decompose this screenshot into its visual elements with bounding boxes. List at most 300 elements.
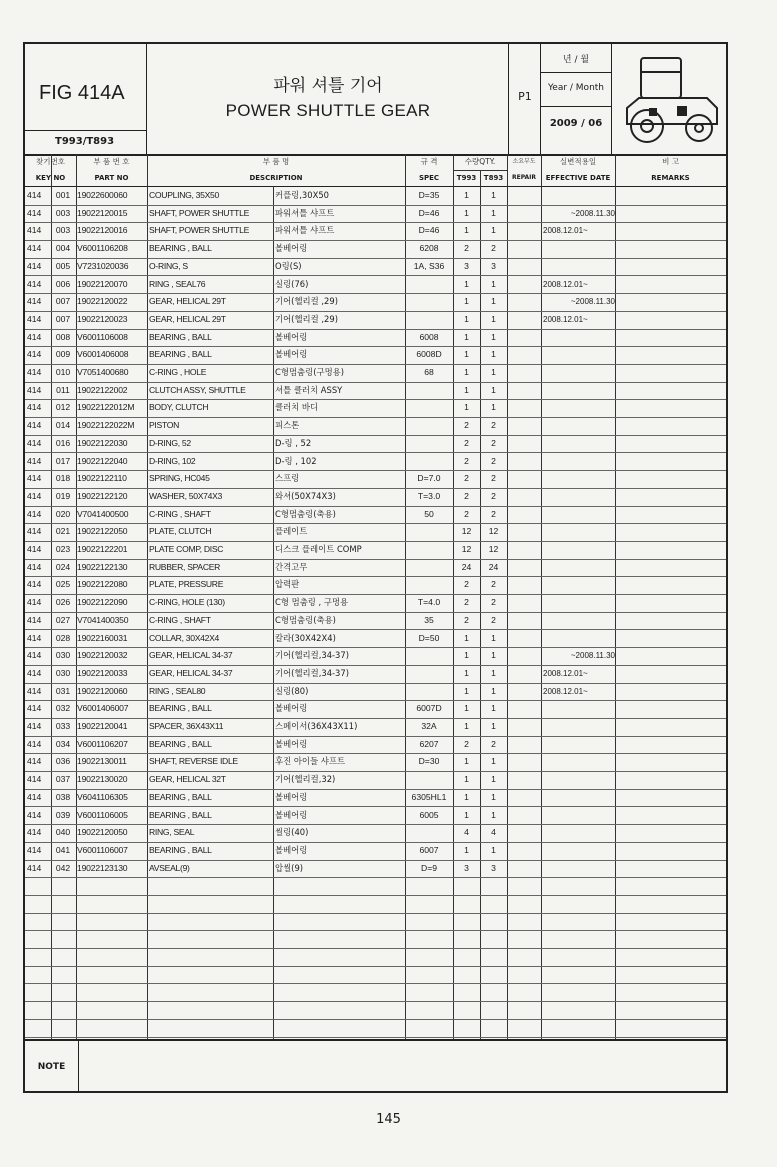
cell-k2: 028 xyxy=(55,632,71,643)
table-row xyxy=(25,506,726,525)
cell-k1: 414 xyxy=(27,685,42,696)
cell-k2: 007 xyxy=(55,313,71,324)
cell-k1: 414 xyxy=(27,827,42,838)
cell-part: 19022120016 xyxy=(77,225,128,236)
cell-q1: 2 xyxy=(464,420,469,431)
table-row xyxy=(25,276,726,295)
cell-q1: 1 xyxy=(464,402,469,413)
cell-ko: 칼라(30X42X4) xyxy=(275,632,336,643)
page-label: P1 xyxy=(518,90,532,103)
cell-part: V6001106005 xyxy=(77,809,128,820)
cell-k2: 020 xyxy=(55,508,71,519)
table-row xyxy=(25,258,726,277)
cell-part: V6001106207 xyxy=(77,738,128,749)
cell-k1: 414 xyxy=(27,190,42,200)
cell-k2: 010 xyxy=(55,367,71,377)
cell-part: V6001106008 xyxy=(77,331,128,342)
cell-spec: 6207 xyxy=(419,738,439,749)
cell-spec: D=50 xyxy=(418,632,440,643)
table-row xyxy=(25,860,726,879)
note-area xyxy=(25,1039,726,1093)
cell-ko: 간격고무 xyxy=(275,561,308,572)
table-row xyxy=(25,683,726,702)
figure-number: FIG 414A xyxy=(39,82,125,104)
cell-en: BEARING , BALL xyxy=(149,738,212,749)
cell-k1: 414 xyxy=(27,349,42,360)
table-row xyxy=(25,364,726,383)
cell-ko: 스페이서(36X43X11) xyxy=(275,721,358,731)
table-row xyxy=(25,789,726,808)
cell-q1: 1 xyxy=(464,349,469,360)
cell-en: O-RING, S xyxy=(149,260,188,271)
col-desc-ko: 부 품 명 xyxy=(262,157,290,166)
cell-k2: 038 xyxy=(55,791,71,802)
cell-part: V6001406008 xyxy=(77,349,129,360)
cell-part: 19022120033 xyxy=(77,667,128,678)
cell-k2: 011 xyxy=(56,384,70,395)
cell-spec: D=9 xyxy=(420,862,437,873)
title-korean: 파워 셔틀 기어 xyxy=(273,76,383,96)
table-row xyxy=(25,594,726,613)
cell-ko: C형멈춤링(구멍용) xyxy=(275,367,345,377)
cell-part: 19022120023 xyxy=(77,313,128,324)
cell-en: SPRING, HC045 xyxy=(149,473,210,484)
cell-ko: 압력판 xyxy=(275,579,300,590)
cell-k2: 012 xyxy=(55,402,71,413)
cell-part: V6001406007 xyxy=(77,703,129,714)
cell-k2: 007 xyxy=(55,296,71,307)
cell-ko: 볼베어링 xyxy=(275,844,308,855)
cell-q2: 1 xyxy=(491,207,496,218)
cell-q2: 4 xyxy=(491,827,496,838)
cell-q2: 12 xyxy=(488,526,499,537)
table-row xyxy=(25,187,726,206)
col-rem-ko: 비 고 xyxy=(662,157,679,166)
table-row xyxy=(25,842,726,861)
cell-part: 19022130011 xyxy=(77,756,127,767)
cell-q1: 1 xyxy=(464,844,469,855)
cell-q1: 1 xyxy=(464,685,469,696)
table-row xyxy=(25,612,726,631)
cell-q1: 1 xyxy=(464,225,469,236)
cell-spec: D=46 xyxy=(418,225,440,236)
cell-en: GEAR, HELICAL 32T xyxy=(149,774,226,785)
cell-part: V7041400350 xyxy=(77,614,129,625)
cell-en: SPACER, 36X43X11 xyxy=(149,721,224,731)
cell-part: 19022120041 xyxy=(77,721,128,731)
table-row xyxy=(25,453,726,472)
cell-k1: 414 xyxy=(27,331,42,342)
cell-en: BEARING , BALL xyxy=(149,844,212,855)
cell-en: D-RING, 52 xyxy=(149,437,191,448)
table-row xyxy=(25,807,726,826)
cell-part: V6041106305 xyxy=(77,791,128,802)
col-spec-ko: 규 격 xyxy=(420,157,438,166)
cell-k1: 414 xyxy=(27,756,42,767)
cell-k1: 414 xyxy=(27,526,42,537)
table-row xyxy=(25,895,726,914)
cell-q1: 2 xyxy=(464,437,469,448)
cell-q2: 1 xyxy=(491,384,496,395)
cell-q1: 1 xyxy=(464,331,469,342)
cell-k1: 414 xyxy=(27,597,42,608)
cell-q2: 3 xyxy=(491,260,496,271)
cell-en: RING , SEAL76 xyxy=(149,278,206,289)
cell-en: SHAFT, POWER SHUTTLE xyxy=(149,207,249,218)
cell-k2: 019 xyxy=(55,490,71,501)
table-row xyxy=(25,399,726,418)
cell-q2: 2 xyxy=(491,473,496,484)
cell-k1: 414 xyxy=(27,667,42,678)
col-desc-en: DESCRIPTION xyxy=(249,174,303,182)
cell-k1: 414 xyxy=(27,490,42,501)
cell-k1: 414 xyxy=(27,437,42,448)
cell-k1: 414 xyxy=(27,473,42,484)
cell-en: AVSEAL(9) xyxy=(149,862,190,873)
table-row xyxy=(25,382,726,401)
cell-q2: 1 xyxy=(491,367,496,377)
cell-ko: 파워셔틀 샤프트 xyxy=(275,225,335,236)
cell-q2: 24 xyxy=(488,561,499,572)
cell-part: 19022122110 xyxy=(77,473,127,484)
year-month-value: 2009 / 06 xyxy=(549,118,603,129)
cell-q1: 1 xyxy=(464,667,469,678)
cell-en: PISTON xyxy=(149,420,180,431)
cell-q2: 1 xyxy=(491,844,496,855)
cell-k2: 027 xyxy=(55,614,71,625)
cell-part: 19022122130 xyxy=(77,561,128,572)
cell-part: 19022122022M xyxy=(77,420,135,431)
table-row xyxy=(25,771,726,790)
cell-en: SHAFT, POWER SHUTTLE xyxy=(149,225,249,236)
cell-k2: 023 xyxy=(55,544,71,554)
cell-spec: 35 xyxy=(424,614,434,625)
cell-en: PLATE, CLUTCH xyxy=(149,526,212,537)
cell-k2: 025 xyxy=(55,579,71,590)
note-label: NOTE xyxy=(25,1041,79,1093)
cell-spec: T=4.0 xyxy=(417,597,441,608)
col-key-en: KEY NO xyxy=(35,174,66,182)
cell-en: GEAR, HELICAL 29T xyxy=(149,313,226,324)
cell-part: 19022122201 xyxy=(77,544,128,554)
col-qty-t893: T893 xyxy=(483,174,504,182)
cell-k2: 031 xyxy=(55,685,71,696)
cell-ko: 볼베어링 xyxy=(275,331,308,342)
cell-spec: 1A, S36 xyxy=(413,260,445,271)
cell-en: C-RING , SHAFT xyxy=(149,508,211,519)
cell-q1: 2 xyxy=(464,455,469,466)
cell-q2: 1 xyxy=(491,402,496,413)
table-row xyxy=(25,346,726,365)
cell-q1: 1 xyxy=(464,756,469,767)
cell-q2: 1 xyxy=(491,703,496,714)
cell-k2: 024 xyxy=(55,561,71,572)
col-part-ko: 부 품 번 호 xyxy=(93,157,130,166)
cell-en: GEAR, HELICAL 34-37 xyxy=(149,650,233,661)
cell-k1: 414 xyxy=(27,809,42,820)
cell-k1: 414 xyxy=(27,278,42,289)
cell-q1: 1 xyxy=(464,278,469,289)
cell-en: C-RING , HOLE xyxy=(149,367,207,377)
cell-spec: 50 xyxy=(424,508,434,519)
cell-k2: 003 xyxy=(55,225,71,236)
cell-q1: 1 xyxy=(464,721,469,731)
cell-eff: 2008.12.01~ xyxy=(543,668,588,678)
cell-k2: 034 xyxy=(55,738,71,749)
cell-q2: 2 xyxy=(491,579,496,590)
cell-k2: 030 xyxy=(55,667,71,678)
cell-q1: 1 xyxy=(464,809,469,820)
cell-spec: D=7.0 xyxy=(417,473,441,484)
cell-q1: 1 xyxy=(464,650,469,661)
cell-k2: 036 xyxy=(55,756,71,767)
cell-k1: 414 xyxy=(27,721,42,731)
cell-q1: 1 xyxy=(464,703,469,714)
cell-k2: 004 xyxy=(55,243,71,254)
table-row xyxy=(25,329,726,348)
cell-q1: 2 xyxy=(464,738,469,749)
cell-q1: 2 xyxy=(464,508,469,519)
title-english: POWER SHUTTLE GEAR xyxy=(225,101,431,120)
cell-part: V7231020036 xyxy=(77,260,129,271)
cell-ko: 볼베어링 xyxy=(275,809,308,820)
cell-ko: 스프링 xyxy=(275,473,300,484)
sheet-header xyxy=(25,44,726,156)
cell-en: PLATE, PRESSURE xyxy=(149,579,224,590)
cell-ko: 기어(헬리컬 ,29) xyxy=(275,313,338,324)
cell-k1: 414 xyxy=(27,844,42,855)
table-row xyxy=(25,488,726,507)
cell-ko: 기어(헬리컬,32) xyxy=(275,774,336,785)
cell-q1: 1 xyxy=(464,313,469,324)
cell-k2: 017 xyxy=(55,455,71,466)
col-qty-t993: T993 xyxy=(456,174,477,182)
cell-k2: 016 xyxy=(55,437,71,448)
cell-q2: 1 xyxy=(491,349,496,360)
cell-ko: 플레이트 xyxy=(275,526,308,537)
column-header xyxy=(25,154,726,187)
cell-ko: 볼베어링 xyxy=(275,243,308,254)
cell-ko: C형 멈춤링 , 구멍용 xyxy=(275,597,349,608)
cell-en: RING , SEAL80 xyxy=(149,685,206,696)
cell-k1: 414 xyxy=(27,650,42,661)
cell-k1: 414 xyxy=(27,420,42,431)
cell-ko: 볼베어링 xyxy=(275,791,308,802)
table-row xyxy=(25,470,726,489)
cell-k1: 414 xyxy=(27,367,42,377)
cell-k1: 414 xyxy=(27,579,42,590)
cell-k2: 033 xyxy=(55,721,71,731)
cell-k1: 414 xyxy=(27,561,42,572)
cell-q1: 2 xyxy=(464,597,469,608)
cell-part: 19022122030 xyxy=(77,437,128,448)
cell-part: 19022600060 xyxy=(77,190,128,200)
cell-part: V6001106007 xyxy=(77,844,128,855)
cell-k1: 414 xyxy=(27,402,42,413)
cell-part: 19022122050 xyxy=(77,526,128,537)
cell-ko: 디스크 플레이트 COMP xyxy=(275,544,362,554)
cell-q1: 2 xyxy=(464,473,469,484)
cell-q2: 1 xyxy=(491,225,496,236)
cell-k1: 414 xyxy=(27,384,42,395)
cell-q2: 1 xyxy=(491,331,496,342)
cell-part: 19022122080 xyxy=(77,579,128,590)
table-row xyxy=(25,240,726,259)
col-part-en: PART NO xyxy=(94,174,129,182)
cell-ko: 와셔(50X74X3) xyxy=(275,490,336,501)
cell-ko: 실링(76) xyxy=(275,278,309,289)
cell-en: BEARING , BALL xyxy=(149,809,212,820)
cell-k2: 021 xyxy=(55,526,71,537)
cell-q2: 2 xyxy=(491,437,496,448)
cell-q2: 1 xyxy=(491,721,496,731)
cell-k2: 032 xyxy=(55,703,71,714)
cell-en: BODY, CLUTCH xyxy=(149,402,209,413)
cell-q2: 2 xyxy=(491,243,496,254)
cell-part: 19022120015 xyxy=(77,207,128,218)
cell-part: 19022120050 xyxy=(77,827,128,838)
cell-k2: 040 xyxy=(55,827,71,838)
cell-ko: 볼베어링 xyxy=(275,738,308,749)
cell-en: D-RING, 102 xyxy=(149,455,196,466)
col-repair-en: REPAIR xyxy=(511,174,537,181)
cell-q2: 2 xyxy=(491,455,496,466)
table-row xyxy=(25,700,726,719)
cell-k2: 041 xyxy=(55,844,71,855)
cell-q2: 2 xyxy=(491,738,496,749)
parts-sheet xyxy=(23,42,728,1093)
cell-k1: 414 xyxy=(27,774,42,785)
cell-k1: 414 xyxy=(27,544,42,554)
cell-en: BEARING , BALL xyxy=(149,243,212,254)
cell-q2: 1 xyxy=(491,313,496,324)
col-qty: 수량QTY. xyxy=(464,157,496,166)
cell-ko: D-링 , 102 xyxy=(275,455,317,466)
cell-q1: 4 xyxy=(464,827,469,838)
cell-k2: 005 xyxy=(55,260,71,271)
cell-ko: 셔틀 클러치 ASSY xyxy=(275,384,343,395)
table-row xyxy=(25,913,726,932)
cell-ko: 커플링,30X50 xyxy=(275,190,329,200)
cell-k1: 414 xyxy=(27,455,42,466)
cell-ko: O링(S) xyxy=(275,260,302,271)
table-row xyxy=(25,1019,726,1038)
table-row xyxy=(25,205,726,224)
cell-ko: 압씰(9) xyxy=(275,862,304,873)
table-row xyxy=(25,930,726,949)
cell-q1: 12 xyxy=(461,544,472,554)
cell-spec: 6305HL1 xyxy=(411,791,447,802)
cell-spec: 68 xyxy=(424,367,434,377)
table-row xyxy=(25,222,726,241)
cell-ko: 볼베어링 xyxy=(275,703,308,714)
col-spec-en: SPEC xyxy=(418,174,440,182)
cell-ko: 기어(헬리컬,34-37) xyxy=(275,667,349,678)
cell-k2: 042 xyxy=(55,862,71,873)
cell-eff: ~2008.11.30 xyxy=(570,297,615,307)
cell-part: 19022122120 xyxy=(77,490,128,501)
cell-part: 19022123130 xyxy=(77,862,128,873)
cell-q1: 1 xyxy=(464,791,469,802)
cell-q2: 2 xyxy=(491,614,496,625)
col-rem-en: REMARKS xyxy=(651,174,690,182)
cell-q2: 1 xyxy=(491,190,496,200)
cell-ko: C형멈춤링(축용) xyxy=(275,614,336,625)
cell-q1: 1 xyxy=(464,207,469,218)
cell-en: PLATE COMP, DISC xyxy=(149,544,224,554)
cell-eff: 2008.12.01~ xyxy=(543,226,588,236)
col-eff-en: EFFECTIVE DATE xyxy=(545,174,611,182)
cell-ko: 후진 아이들 샤프트 xyxy=(275,756,346,767)
cell-spec: 6008 xyxy=(419,331,439,342)
cell-k1: 414 xyxy=(27,632,42,643)
cell-ko: 볼베어링 xyxy=(275,349,308,360)
cell-spec: 6005 xyxy=(419,809,439,820)
cell-ko: 씰링(40) xyxy=(275,827,309,838)
cell-part: 19022120022 xyxy=(77,296,128,307)
year-month-label-ko: 년 / 월 xyxy=(562,55,590,65)
cell-k2: 018 xyxy=(55,473,71,484)
cell-part: 19022120070 xyxy=(77,278,128,289)
cell-part: V6001106208 xyxy=(77,243,128,254)
cell-k2: 003 xyxy=(55,207,71,218)
cell-en: CLUTCH ASSY, SHUTTLE xyxy=(149,384,246,395)
cell-eff: 2008.12.01~ xyxy=(543,686,588,696)
cell-en: RUBBER, SPACER xyxy=(149,561,221,572)
cell-spec: 6008D xyxy=(416,349,442,360)
cell-ko: 클러치 바디 xyxy=(275,402,319,413)
year-month-label-en: Year / Month xyxy=(547,83,605,93)
table-row xyxy=(25,311,726,330)
table-row xyxy=(25,948,726,967)
cell-k1: 414 xyxy=(27,313,42,324)
table-row xyxy=(25,541,726,560)
cell-k2: 006 xyxy=(55,278,71,289)
col-repair-ko: 소요부도 xyxy=(512,158,536,165)
cell-q1: 12 xyxy=(461,526,472,537)
parts-table-body xyxy=(25,187,726,1039)
cell-q1: 2 xyxy=(464,614,469,625)
table-row xyxy=(25,984,726,1003)
cell-k2: 008 xyxy=(55,331,71,342)
table-row xyxy=(25,753,726,772)
cell-spec: 6007 xyxy=(419,844,439,855)
cell-q2: 1 xyxy=(491,809,496,820)
cell-q1: 24 xyxy=(461,561,472,572)
cell-part: 19022122090 xyxy=(77,597,128,608)
cell-ko: 실링(80) xyxy=(275,685,309,696)
cell-k2: 039 xyxy=(55,809,71,820)
cell-q2: 2 xyxy=(491,597,496,608)
cell-ko: 기어(헬리컬,34-37) xyxy=(275,650,349,661)
cell-k1: 414 xyxy=(27,260,42,271)
table-row xyxy=(25,665,726,684)
cell-en: GEAR, HELICAL 34-37 xyxy=(149,667,233,678)
cell-en: C-RING, HOLE (130) xyxy=(149,597,225,608)
cell-q2: 2 xyxy=(491,508,496,519)
cell-eff: 2008.12.01~ xyxy=(543,314,588,324)
cell-q2: 12 xyxy=(488,544,499,554)
cell-k1: 414 xyxy=(27,508,42,519)
cell-part: 19022122002 xyxy=(77,384,128,395)
table-row xyxy=(25,647,726,666)
tractor-icon xyxy=(619,50,725,148)
cell-k2: 030 xyxy=(55,650,71,661)
cell-ko: 파워셔틀 샤프트 xyxy=(275,207,335,218)
cell-spec: 6007D xyxy=(416,703,442,714)
cell-en: RING, SEAL xyxy=(149,827,195,838)
cell-ko: 피스톤 xyxy=(275,420,300,431)
